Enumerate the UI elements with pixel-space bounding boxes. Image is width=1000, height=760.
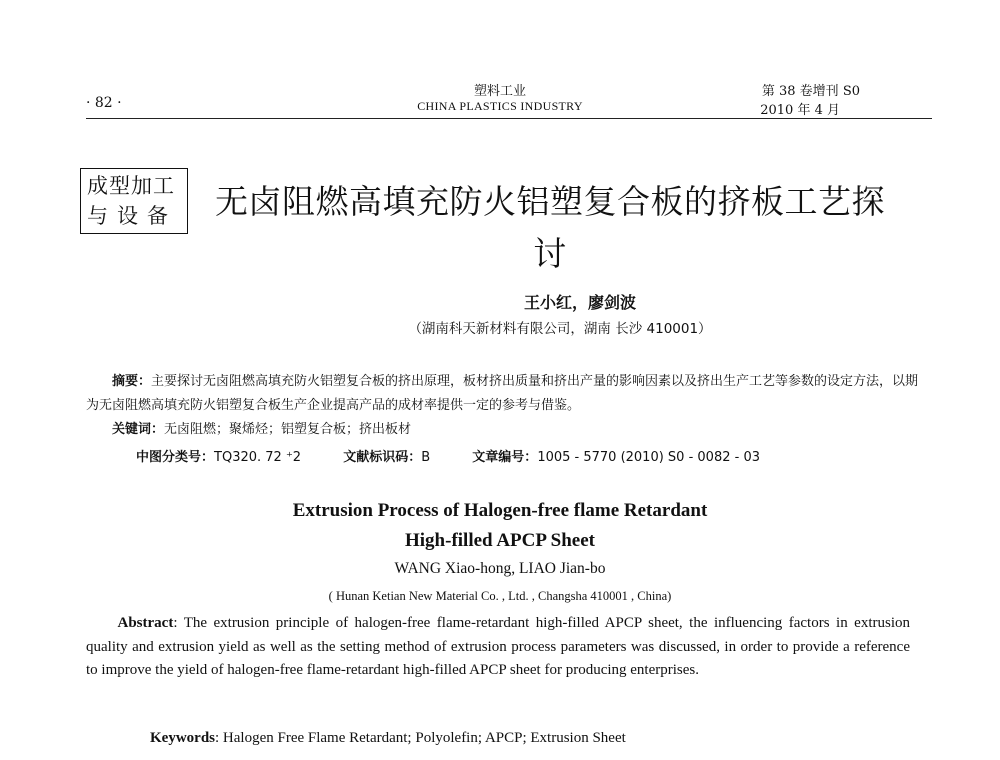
keywords-cn-label: 关键词： — [112, 422, 165, 437]
abstract-cn-text: 主要探讨无卤阻燃高填充防火铝塑复合板的挤出原理，板材挤出质量和挤出产量的影响因素以及挤出生产工艺等参数的设定方法，以期为无卤阻燃高填充防火铝塑复合板生产企业提高产品的成材率提供一定的参考与借鉴。 — [86, 374, 919, 413]
authors-cn: 王小红，廖剑波 — [523, 293, 636, 312]
title-en-line-2: High-filled APCP Sheet — [405, 530, 595, 551]
clc-label: 中图分类号： — [136, 450, 215, 465]
clc-number: TQ320. 72 ⁺2 — [214, 450, 302, 465]
classification-row — [136, 446, 798, 465]
category-line-2: 与设备 — [87, 204, 177, 228]
journal-name-cn: 塑料工业 — [473, 84, 526, 99]
title-en-line-1: Extrusion Process of Halogen-free flame Retardant — [292, 500, 708, 521]
authors-en: WANG Xiao-hong, LIAO Jian-bo — [394, 560, 606, 577]
journal-name-en: CHINA PLASTICS INDUSTRY — [417, 99, 583, 113]
article-title-cn: 无卤阻燃高填充防火铝塑复合板的挤板工艺探讨 — [215, 182, 885, 273]
doc-code: B — [421, 450, 431, 465]
article-title-en — [0, 496, 1000, 556]
volume-info: 第 38 卷增刊 S0 — [761, 84, 860, 99]
issue-date: 2010 年 4 月 — [760, 103, 840, 118]
keywords-en-row — [150, 730, 626, 747]
affiliation-cn: （湖南科天新材料有限公司，湖南 长沙 410001） — [408, 321, 712, 337]
abstract-en — [86, 612, 910, 683]
doc-code-label: 文献标识码： — [343, 450, 422, 465]
abstract-en-label: Abstract — [117, 615, 174, 631]
abstract-cn-label: 摘要： — [112, 374, 152, 389]
page-number: · 82 · — [86, 95, 122, 111]
header-rule — [86, 118, 932, 119]
abstract-cn — [86, 370, 924, 442]
affiliation-en: ( Hunan Ketian New Material Co. , Ltd. , Changsha 410001 , China) — [328, 589, 672, 603]
category-line-1: 成型加工 — [87, 174, 175, 198]
article-no-label: 文章编号： — [472, 450, 538, 465]
abstract-en-text: : The extrusion principle of halogen-free flame-retardant high-filled APCP sheet, the influencing factors in extrusion quality and extrusion yield as well as the setting method of extrusion process parameters was discussed, in order to provide a reference to improve the yield of halogen-free flame-retardant high-filled APCP sheet for producing enterprises. — [86, 615, 910, 678]
section-category-box — [80, 168, 188, 234]
keywords-en: : Halogen Free Flame Retardant; Polyolefin; APCP; Extrusion Sheet — [215, 730, 626, 746]
article-number: 1005 - 5770 (2010) S0 - 0082 - 03 — [537, 450, 760, 465]
keywords-cn: 无卤阻燃；聚烯烃；铝塑复合板；挤出板材 — [164, 422, 412, 437]
keywords-en-label: Keywords — [150, 730, 215, 746]
